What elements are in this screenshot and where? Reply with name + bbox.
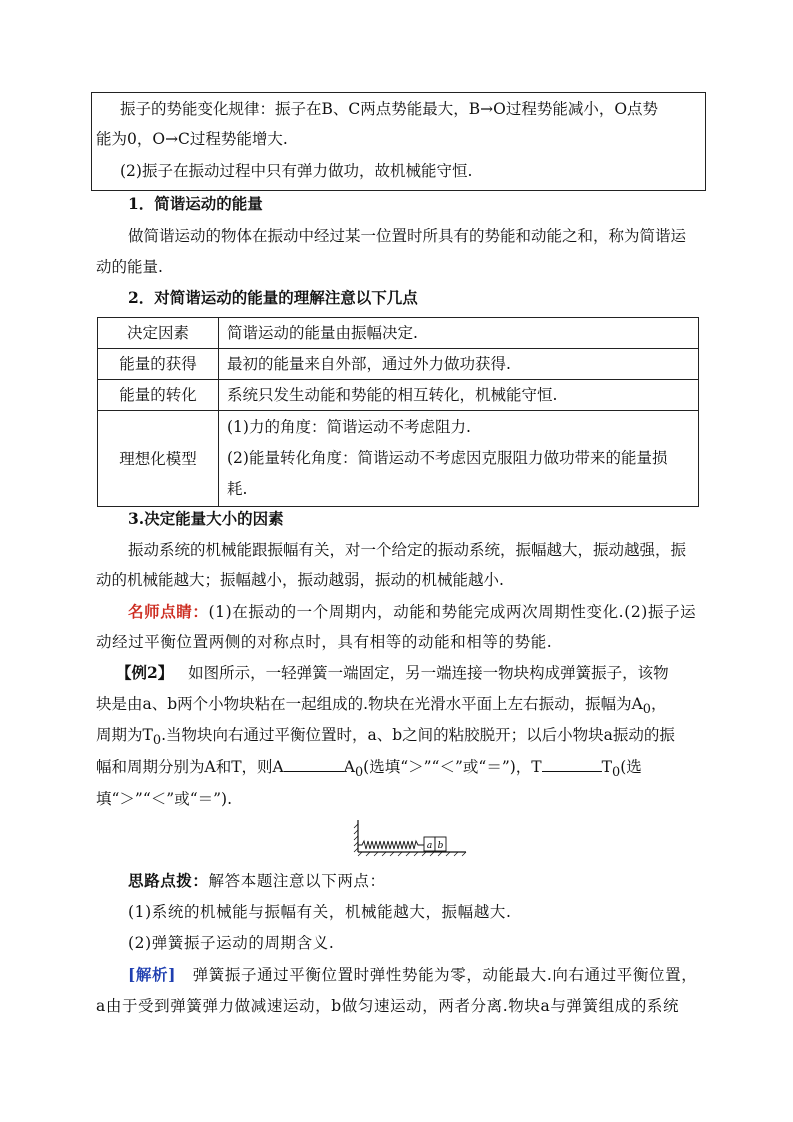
table-row — [98, 380, 699, 411]
hint-label: 思路点拨： — [128, 871, 209, 890]
example-label: 【例2】 — [116, 663, 174, 682]
table-value — [219, 411, 699, 507]
tip-text-1: (1)在振动的一个周期内，动能和势能完成两次周期性变化.(2)振子运 — [208, 603, 697, 621]
energy-table — [97, 317, 699, 507]
hint-point-2: (2)弹簧振子运动的周期含义. — [128, 934, 335, 952]
hint-line — [128, 870, 386, 892]
section-1-heading: 1．简谐运动的能量 — [128, 194, 263, 213]
section-1-line-2: 动的能量. — [96, 258, 163, 276]
table-value: 系统只发生动能和势能的相互转化，机械能守恒. — [219, 380, 699, 411]
hint-point-1: (1)系统的机械能与振幅有关，机械能越大，振幅越大. — [128, 903, 512, 921]
table-value-line: (2)能量转化角度：简谐运动不考虑因克服阻力做功带来的能量损 — [227, 449, 668, 467]
analysis-label: [解析] — [128, 965, 177, 984]
example-line-3 — [96, 724, 675, 752]
answer-blank[interactable] — [542, 757, 602, 772]
example-text: ， — [651, 695, 667, 713]
section-3-heading: 3.决定能量大小的因素 — [128, 509, 284, 528]
example-line-1 — [116, 662, 669, 684]
spring — [358, 841, 424, 849]
table-key: 能量的转化 — [98, 380, 219, 411]
block-b-label: b — [437, 841, 444, 851]
table-row — [98, 349, 699, 380]
section-3-line-2: 动的机械能越大；振幅越小，振动越弱，振动的机械能越小. — [96, 571, 504, 589]
section-1-line-1: 做简谐运动的物体在振动中经过某一位置时所具有的势能和动能之和，称为简谐运 — [128, 227, 687, 245]
subscript: 0 — [642, 702, 652, 718]
example-text: A — [343, 758, 355, 776]
table-row — [98, 318, 699, 349]
table-key: 理想化模型 — [98, 411, 219, 507]
hint-text: 解答本题注意以下两点： — [208, 872, 386, 890]
example-line-5: 填“＞”“＜”或“＝”). — [96, 790, 233, 808]
tip-line-1 — [128, 601, 696, 623]
example-text: 块是由a、b两个小物块粘在一起组成的.物块在光滑水平面上左右振动，振幅为A — [96, 695, 643, 713]
box-line-1: 振子的势能变化规律：振子在B、C两点势能最大，B→O过程势能减小，O点势 — [120, 100, 659, 118]
spring-oscillator-figure — [350, 818, 470, 860]
subscript: 0 — [611, 765, 621, 781]
analysis-line-2: a由于受到弹簧弹力做减速运动，b做匀速运动，两者分离.物块a与弹簧组成的系统 — [96, 997, 680, 1015]
example-text: (选填“＞”“＜”或“＝”)，T — [363, 758, 542, 776]
section-2-heading: 2．对简谐运动的能量的理解注意以下几点 — [128, 288, 418, 307]
fixed-wall — [354, 820, 358, 852]
example-text: (选 — [620, 758, 642, 776]
answer-blank[interactable] — [284, 757, 344, 772]
example-line-2 — [96, 693, 667, 721]
analysis-line-1 — [128, 964, 697, 986]
example-text: 周期为T — [96, 726, 153, 744]
box-line-3: (2)振子在振动过程中只有弹力做功，故机械能守恒. — [120, 162, 473, 180]
section-3-line-1: 振动系统的机械能跟振幅有关，对一个给定的振动系统，振幅越大，振动越强，振 — [128, 541, 687, 559]
example-text-1: 如图所示，一轻弹簧一端固定，另一端连接一物块构成弹簧振子，该物 — [188, 664, 669, 682]
block-a-label: a — [426, 841, 433, 851]
table-key: 能量的获得 — [98, 349, 219, 380]
table-value: 简谐运动的能量由振幅决定. — [219, 318, 699, 349]
tip-line-2: 动经过平衡位置两侧的对称点时，具有相等的动能和相等的势能. — [96, 633, 553, 651]
example-text: 幅和周期分别为A和T，则A — [96, 758, 284, 776]
analysis-text-1: 弹簧振子通过平衡位置时弹性势能为零，动能最大.向右通过平衡位置， — [192, 966, 698, 984]
table-value-line: (1)力的角度：简谐运动不考虑阻力. — [227, 418, 471, 436]
table-key: 决定因素 — [98, 318, 219, 349]
table-value-line: 耗. — [227, 480, 248, 498]
table-row — [98, 411, 699, 507]
example-line-4 — [96, 756, 642, 784]
box-line-2: 能为0，O→C过程势能增大. — [96, 130, 288, 148]
subscript: 0 — [354, 765, 364, 781]
table-value: 最初的能量来自外部，通过外力做功获得. — [219, 349, 699, 380]
example-text: T — [601, 758, 612, 776]
subscript: 0 — [152, 733, 162, 749]
example-text: .当物块向右通过平衡位置时，a、b之间的粘胶脱开；以后小物块a振动的振 — [161, 726, 675, 744]
tip-label: 名师点睛： — [128, 602, 209, 621]
